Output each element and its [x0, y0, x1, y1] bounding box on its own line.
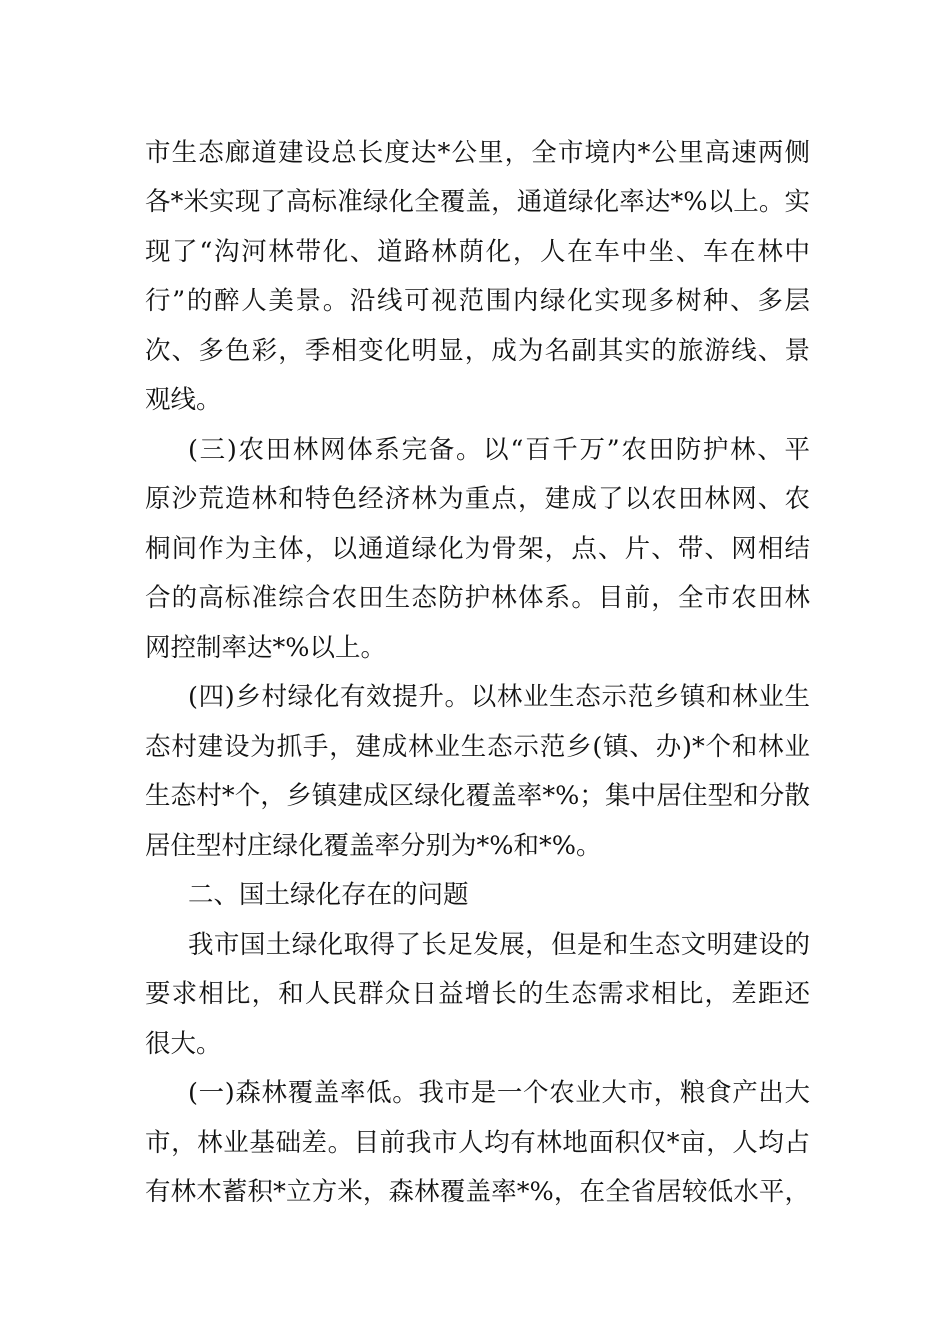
text-line-15: 居住型村庄绿化覆盖率分别为*%和*%。	[145, 831, 602, 861]
text-line-8: 原沙荒造林和特色经济林为重点，建成了以农田林网、农	[145, 484, 810, 514]
text-line-10: 合的高标准综合农田生态防护林体系。目前，全市农田林	[145, 583, 810, 613]
text-line-7: (三)农田林网体系完备。以“百千万”农田防护林、平	[188, 435, 810, 465]
text-line-14: 生态村*个，乡镇建成区绿化覆盖率*%；集中居住型和分散	[145, 781, 810, 811]
text-line-4: 行”的醉人美景。沿线可视范围内绿化实现多树种、多层	[145, 286, 810, 316]
text-line-22: 有林木蓄积*立方米，森林覆盖率*%，在全省居较低水平，	[145, 1177, 810, 1207]
text-line-2: 各*米实现了高标准绿化全覆盖，通道绿化率达*%以上。实	[145, 187, 810, 217]
text-line-13: 态村建设为抓手，建成林业生态示范乡(镇、办)*个和林业	[145, 732, 810, 762]
section-heading: 二、国土绿化存在的问题	[188, 880, 469, 910]
text-line-20: (一)森林覆盖率低。我市是一个农业大市，粮食产出大	[188, 1078, 810, 1108]
text-line-21: 市，林业基础差。目前我市人均有林地面积仅*亩，人均占	[145, 1128, 810, 1158]
text-line-1: 市生态廊道建设总长度达*公里，全市境内*公里高速两侧	[145, 138, 810, 168]
text-line-18: 要求相比，和人民群众日益增长的生态需求相比，差距还	[145, 979, 810, 1009]
text-line-12: (四)乡村绿化有效提升。以林业生态示范乡镇和林业生	[188, 682, 810, 712]
text-line-9: 桐间作为主体，以通道绿化为骨架，点、片、带、网相结	[145, 534, 810, 564]
text-line-5: 次、多色彩，季相变化明显，成为名副其实的旅游线、景	[145, 336, 810, 366]
text-line-19: 很大。	[145, 1029, 222, 1059]
text-line-17: 我市国土绿化取得了长足发展，但是和生态文明建设的	[188, 930, 810, 960]
text-line-11: 网控制率达*%以上。	[145, 633, 386, 663]
text-line-3: 现了“沟河林带化、道路林荫化，人在车中坐、车在林中	[145, 237, 810, 267]
text-line-6: 观线。	[145, 385, 222, 415]
